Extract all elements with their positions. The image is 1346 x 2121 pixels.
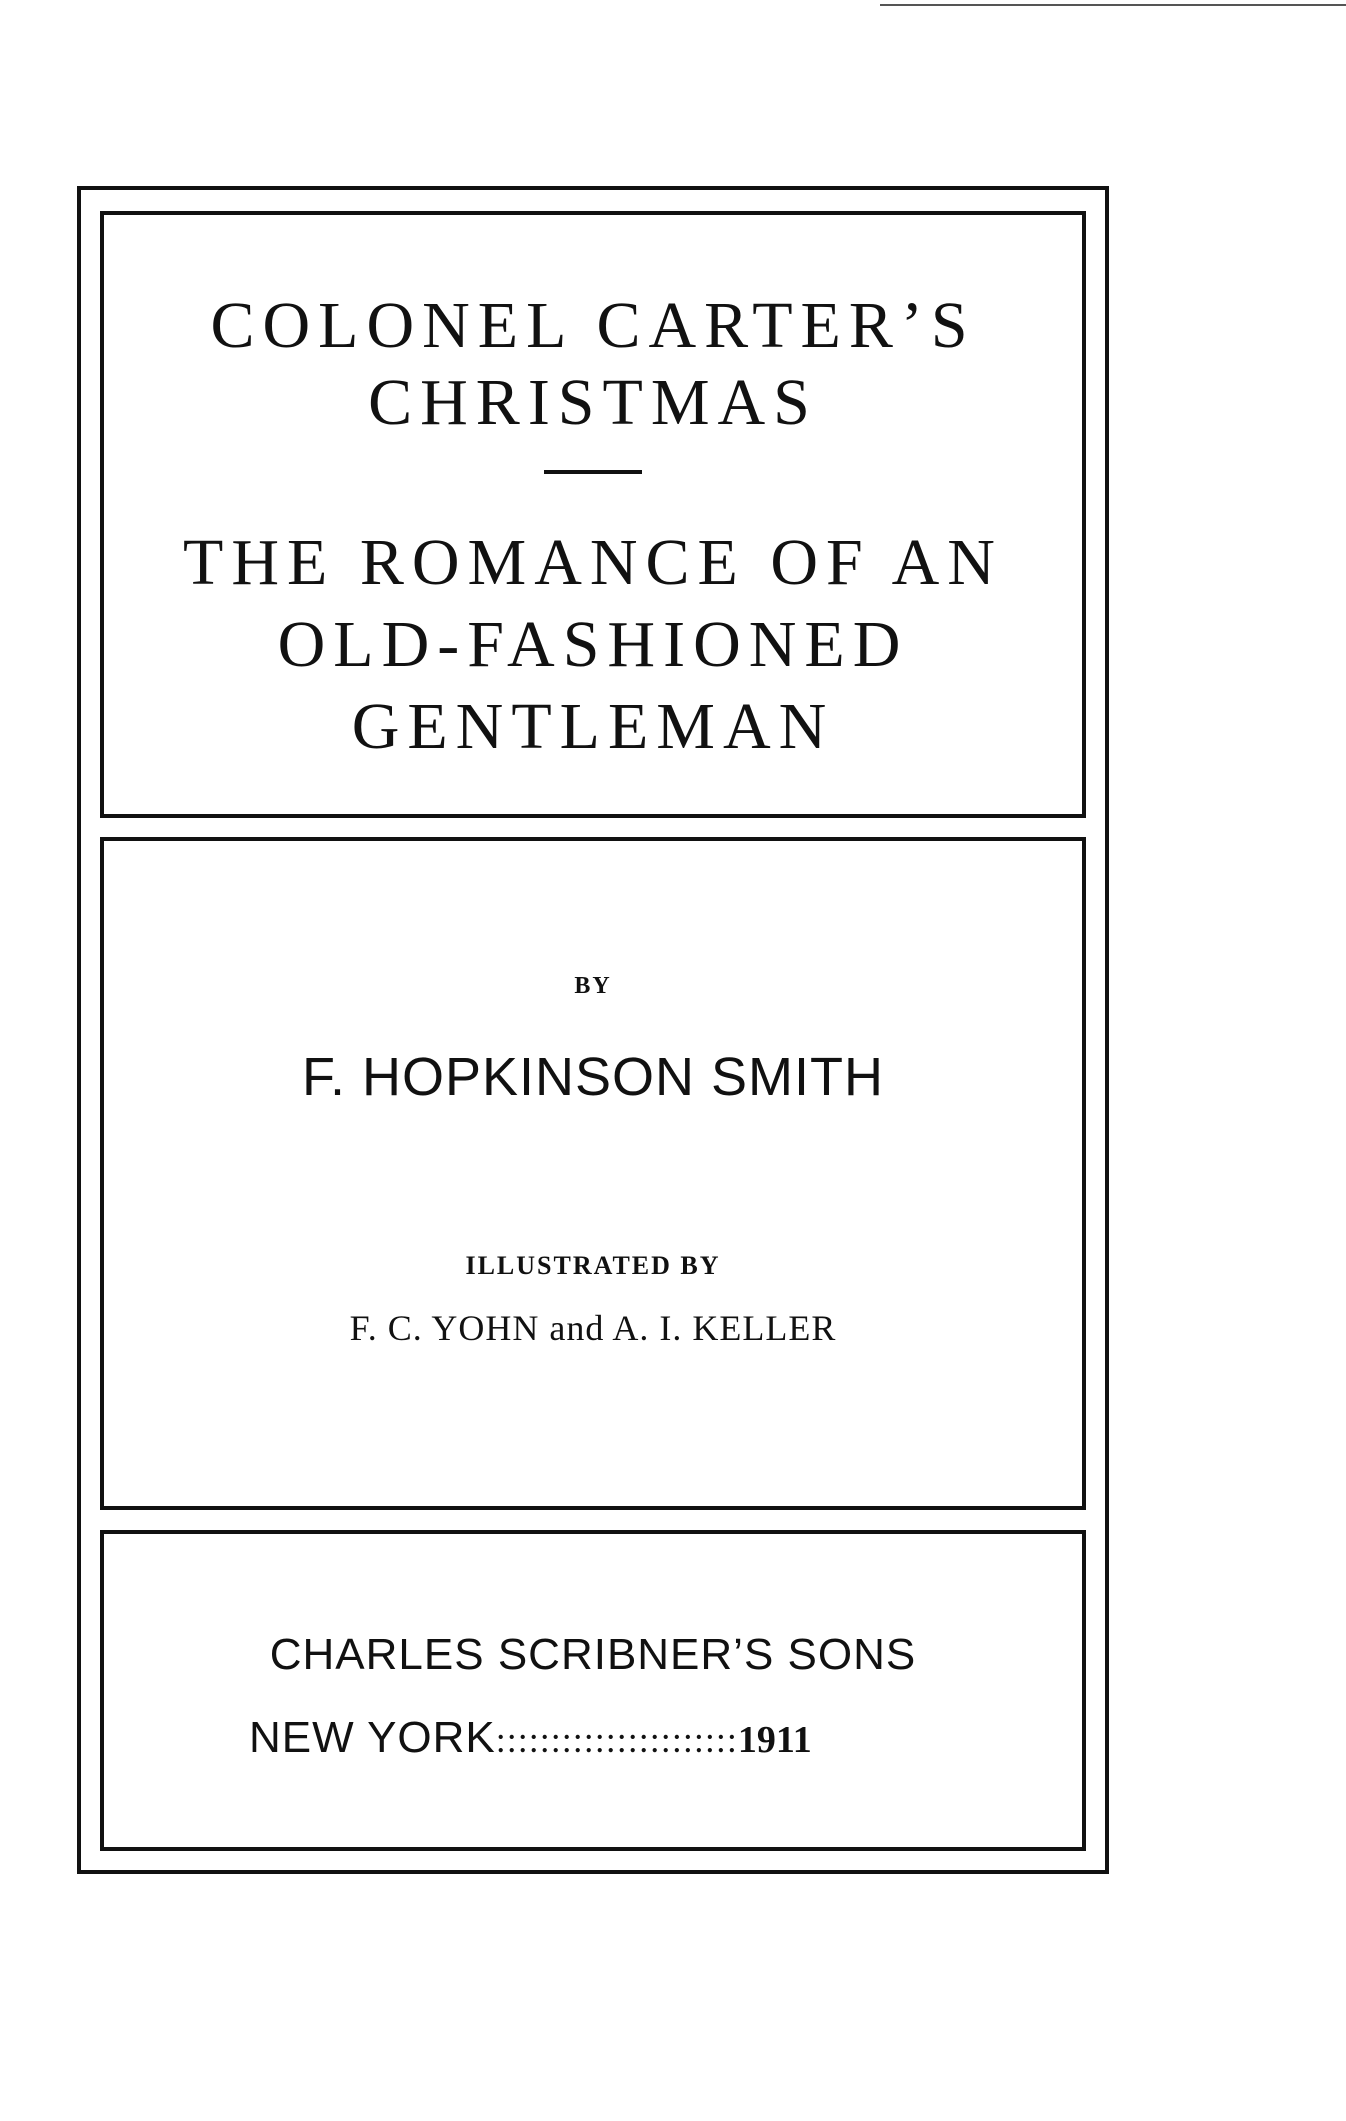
by-label: BY	[574, 973, 612, 999]
illustrators-names: F. C. YOHN and A. I. KELLER	[349, 1308, 837, 1348]
author-panel	[100, 837, 1086, 1510]
subtitle-line-3: GENTLEMAN	[351, 690, 835, 763]
imprint-line	[249, 1712, 812, 1763]
publication-year: 1911	[737, 1719, 812, 1761]
imprint-separator: ::::::::::::::::::::::	[495, 1720, 738, 1760]
title-line-1: COLONEL CARTER’S	[210, 289, 976, 362]
title-panel	[100, 211, 1086, 818]
publisher-name: CHARLES SCRIBNER’S SONS	[269, 1630, 917, 1679]
publisher-panel	[100, 1530, 1086, 1851]
author-name: F. HOPKINSON SMITH	[301, 1047, 885, 1107]
subtitle-line-2: OLD-FASHIONED	[277, 608, 909, 681]
publication-place: NEW YORK	[249, 1713, 496, 1762]
title-divider	[544, 470, 642, 474]
top-scan-rule	[880, 4, 1346, 6]
subtitle-line-1: THE ROMANCE OF AN	[183, 526, 1003, 599]
illustrated-by-label: ILLUSTRATED BY	[465, 1251, 721, 1280]
title-line-2: CHRISTMAS	[368, 366, 818, 439]
